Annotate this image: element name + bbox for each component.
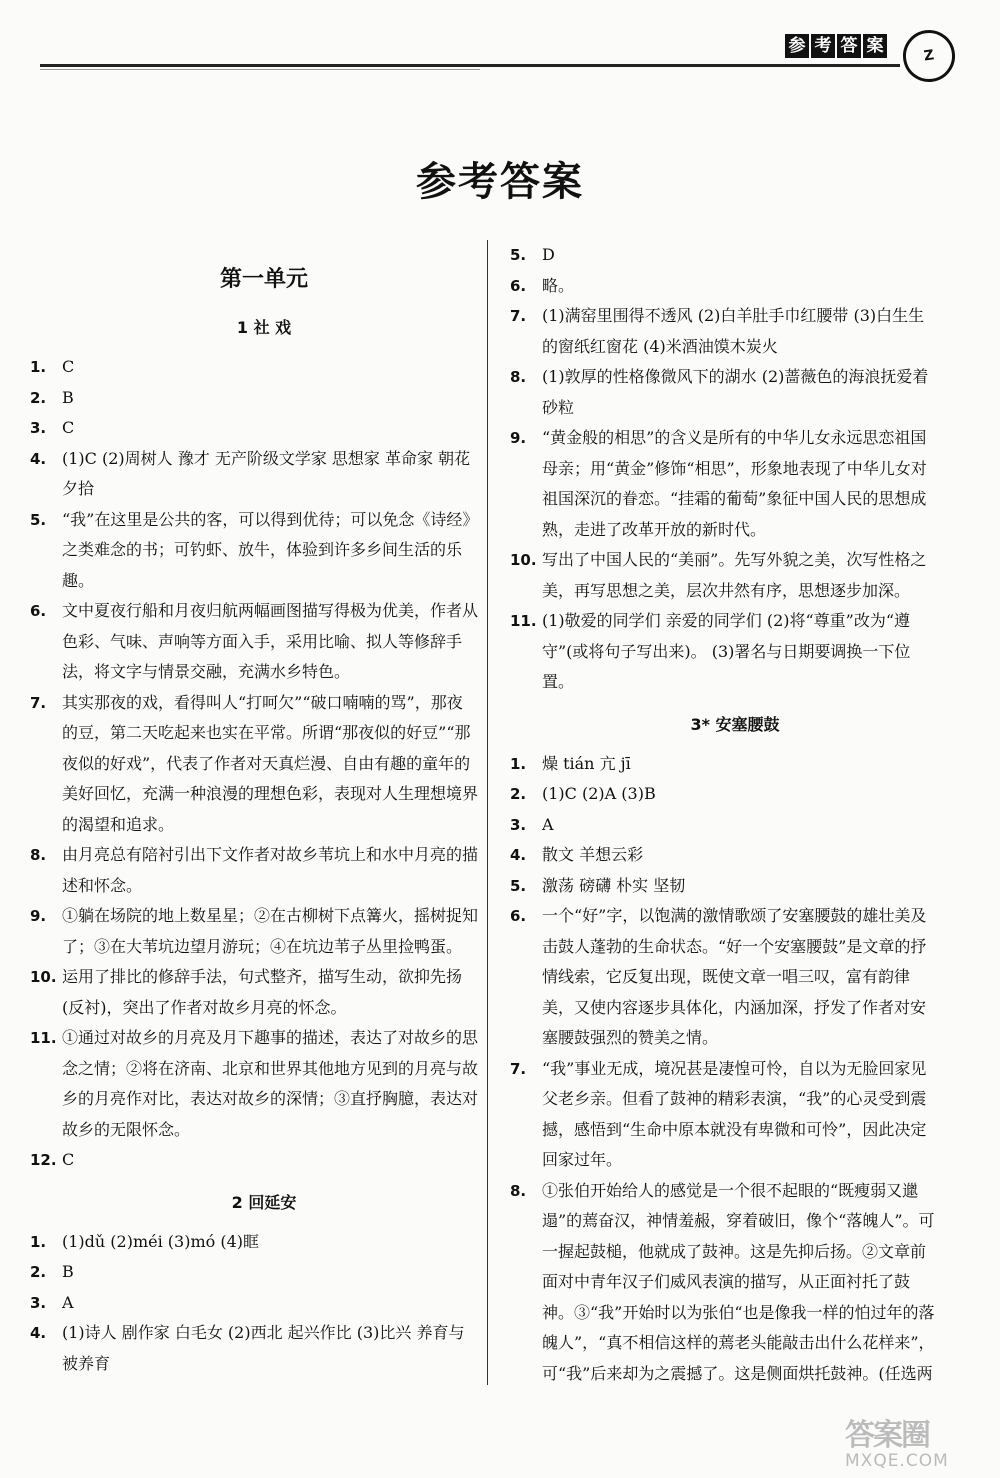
answer-text: “我”在这里是公共的客，可以得到优待；可以免念《诗经》之类难念的书；可钓虾、放牛，体验到许多乡间生活的乐趣。 xyxy=(62,509,471,590)
answer-item xyxy=(30,383,478,414)
answer-item xyxy=(30,1288,478,1319)
header-rule xyxy=(40,64,900,67)
answer-text: 激荡 磅礴 朴实 坚韧 xyxy=(542,875,686,895)
answer-item xyxy=(30,505,478,597)
watermark xyxy=(845,1420,985,1472)
answer-item xyxy=(510,545,940,606)
badge-char: 案 xyxy=(863,34,887,58)
answer-number: 7. xyxy=(510,307,527,325)
answer-text: (1)敦厚的性格像微风下的湖水 (2)蔷薇色的海浪抚爱着砂粒 xyxy=(542,367,929,417)
answer-item xyxy=(510,810,940,841)
answer-text: 文中夏夜行船和月夜归航两幅画图描写得极为优美，作者从色彩、气味、声响等方面入手，采用比喻、拟人等修辞手法，将文字与情景交融，充满水乡特色。 xyxy=(62,601,479,681)
answer-number: 11. xyxy=(510,612,537,630)
answer-text: “我”事业无成，境况甚是凄惶可怜，自以为无脸回家见父老乡亲。但看了鼓神的精彩表演，“我”的心灵受到震撼，感悟到“生命中原本就没有卑微和可怜”，因此决定回家过年。 xyxy=(542,1058,927,1169)
watermark-bottom: MXQE.COM xyxy=(845,1451,949,1471)
answer-number: 4. xyxy=(510,846,527,864)
answer-text: (1)dǔ (2)méi (3)mó (4)眶 xyxy=(62,1231,260,1251)
answer-item xyxy=(30,1257,478,1288)
answer-number: 8. xyxy=(510,368,527,386)
answer-text: 由月亮总有陪衬引出下文作者对故乡苇坑上和水中月亮的描述和怀念。 xyxy=(62,845,479,895)
header-badge xyxy=(785,34,887,58)
answer-list-2 xyxy=(30,1227,478,1380)
answer-number: 2. xyxy=(30,1263,47,1281)
section-title-2: 2 回延安 xyxy=(231,1192,297,1212)
answer-number: 5. xyxy=(510,246,527,264)
answer-number: 11. xyxy=(30,1029,57,1047)
column-divider xyxy=(487,240,488,1385)
answer-number: 5. xyxy=(510,876,527,895)
answer-item xyxy=(510,840,940,871)
answer-number: 4. xyxy=(30,1324,47,1342)
section-title-1: 1 社 戏 xyxy=(236,318,292,337)
answer-item xyxy=(30,901,478,962)
answer-item xyxy=(30,352,478,383)
page-title: 参考答案 xyxy=(416,159,584,205)
badge-char: 参 xyxy=(785,34,809,58)
answer-list-2-cont xyxy=(510,240,940,698)
answer-item xyxy=(30,1227,478,1258)
answer-item xyxy=(510,423,940,545)
answer-number: 12. xyxy=(30,1151,57,1169)
answer-item xyxy=(510,301,940,362)
answer-text: D xyxy=(542,245,555,264)
answer-text: C xyxy=(62,1150,75,1169)
answer-number: 10. xyxy=(510,551,537,569)
answer-number: 6. xyxy=(510,907,527,925)
answer-item xyxy=(510,240,940,271)
answer-item xyxy=(510,1176,940,1390)
answer-item xyxy=(30,962,478,1023)
answer-number: 8. xyxy=(510,1181,527,1200)
answer-item xyxy=(510,871,940,902)
answer-item xyxy=(30,1318,478,1379)
answer-item xyxy=(510,1054,940,1176)
answer-number: 3. xyxy=(510,815,527,834)
answer-text: ①通过对故乡的月亮及月下趣事的描述，表达了对故乡的思念之情；②将在济南、北京和世界其他地方见到的月亮与故乡的月亮作对比，表达对故乡的深情；③直抒胸臆，表达对故乡的无限怀念。 xyxy=(62,1028,479,1139)
answer-text: (1)满窑里围得不透风 (2)白羊肚手巾红腰带 (3)白生生的窗纸红窗花 (4)米酒油馍木炭火 xyxy=(542,306,925,356)
answer-text: 略。 xyxy=(542,275,575,295)
answer-item xyxy=(30,444,478,505)
answer-text: A xyxy=(62,1292,74,1312)
answer-text: C xyxy=(62,418,75,437)
answer-number: 5. xyxy=(30,510,47,529)
answer-text: (1)C (2)周树人 豫才 无产阶级文学家 思想家 革命家 朝花夕拾 xyxy=(62,448,471,498)
answer-text: ①张伯开始给人的感觉是一个很不起眼的“既瘦弱又邋遢”的蔫奋汉，神情羞赧，穿着破旧，像个“落魄人”。可一握起鼓槌，他就成了鼓神。这是先抑后扬。②文章前面对中青年汉子们威风表演的描写，从正面衬托了鼓神。③“我”开始时以为张伯“也是像我一样的怕过年的落魄人”，“真不相信这样的蔫老头能敲击出什么花样来”，可“我”后来却为之震撼了。这是侧面烘托鼓神。(任选两 xyxy=(542,1180,935,1383)
answer-number: 1. xyxy=(30,1232,47,1251)
answer-number: 1. xyxy=(510,754,527,773)
answer-text: “黄金般的相思”的含义是所有的中华儿女永远思恋祖国母亲；用“黄金”修饰“相思”，形象地表现了中华儿女对祖国深沉的眷恋。“挂霜的葡萄”象征中国人民的思想成熟，走进了改革开放的新时代。 xyxy=(542,428,927,539)
answer-list-1 xyxy=(30,352,478,1176)
badge-char: 考 xyxy=(811,34,835,58)
answer-number: 7. xyxy=(30,693,47,712)
answer-item xyxy=(510,901,940,1054)
answer-text: (1)敬爱的同学们 亲爱的同学们 (2)将“尊重”改为“遵守”(或将句子写出来)。 (3)署名与日期要调换一下位置。 xyxy=(542,611,911,691)
answer-item xyxy=(510,749,940,780)
answer-text: 燥 tián 亢 jī xyxy=(542,753,631,773)
answer-number: 6. xyxy=(510,276,527,295)
answer-item xyxy=(510,779,940,810)
watermark-top: 答案圈 xyxy=(845,1418,929,1453)
unit-title: 第一单元 xyxy=(219,267,308,292)
answer-number: 4. xyxy=(30,449,47,468)
answer-item xyxy=(30,1145,478,1176)
header-logo: Z xyxy=(900,27,959,86)
answer-number: 7. xyxy=(510,1059,527,1078)
answer-text: B xyxy=(62,1262,74,1281)
answer-item xyxy=(30,413,478,444)
answer-text: B xyxy=(62,387,74,407)
answer-number: 3. xyxy=(30,419,47,437)
answer-text: 其实那夜的戏，看得叫人“打呵欠”“破口喃喃的骂”，那夜的豆，第二天吃起来也实在平常。所谓“那夜似的好豆”“那夜似的好戏”，代表了作者对天真烂漫、自由有趣的童年的美好回忆，充满一种浪漫的理想色彩，表现对人生理想境界的渴望和追求。 xyxy=(62,692,479,834)
answer-number: 8. xyxy=(30,846,47,864)
answer-number: 9. xyxy=(30,907,47,925)
left-column xyxy=(30,252,478,1379)
answer-text: 一个“好”字，以饱满的激情歌颂了安塞腰鼓的雄壮美及击鼓人蓬勃的生命状态。“好一个安塞腰鼓”是文章的抒情线索，它反复出现，既使文章一唱三叹，富有韵律美，又使内容逐步具体化，内涵加深，抒发了作者对安塞腰鼓强烈的赞美之情。 xyxy=(542,906,927,1047)
answer-number: 9. xyxy=(510,429,527,447)
answer-number: 2. xyxy=(510,785,527,803)
header-rule-thin xyxy=(40,69,480,70)
answer-item xyxy=(510,362,940,423)
answer-text: 写出了中国人民的“美丽”。先写外貌之美，次写性格之美，再写思想之美，层次井然有序，思想逐步加深。 xyxy=(542,550,927,600)
answer-number: 6. xyxy=(30,602,47,620)
answer-text: (1)诗人 剧作家 白毛女 (2)西北 起兴作比 (3)比兴 养育与被养育 xyxy=(62,1323,465,1373)
answer-text: C xyxy=(62,357,75,376)
answer-item xyxy=(30,596,478,688)
answer-item xyxy=(30,688,478,841)
answer-item xyxy=(30,840,478,901)
answer-number: 2. xyxy=(30,388,47,407)
badge-char: 答 xyxy=(837,34,861,58)
answer-item xyxy=(30,1023,478,1145)
answer-text: 运用了排比的修辞手法，句式整齐，描写生动，欲抑先扬(反衬)，突出了作者对故乡月亮的怀念。 xyxy=(62,967,463,1017)
answer-list-3 xyxy=(510,749,940,1390)
answer-number: 10. xyxy=(30,968,57,986)
right-column xyxy=(510,240,940,1389)
answer-number: 1. xyxy=(30,358,47,376)
answer-text: A xyxy=(542,814,554,834)
answer-number: 3. xyxy=(30,1293,47,1312)
answer-item xyxy=(510,271,940,302)
answer-text: (1)C (2)A (3)B xyxy=(542,784,656,803)
section-title-3: 3* 安塞腰鼓 xyxy=(690,714,780,734)
answer-text: ①躺在场院的地上数星星；②在古柳树下点篝火，摇树捉知了；③在大苇坑边望月游玩；④在坑边苇子丛里捡鸭蛋。 xyxy=(62,906,479,956)
answer-item xyxy=(510,606,940,698)
answer-text: 散文 羊想云彩 xyxy=(542,845,644,864)
